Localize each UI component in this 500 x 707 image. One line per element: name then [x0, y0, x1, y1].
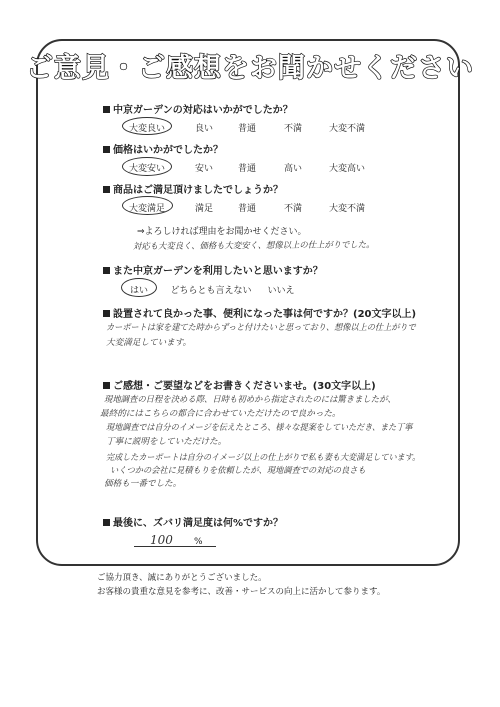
question-4 [103, 262, 323, 277]
square-bullet-icon [103, 267, 110, 274]
q5-answer-line-1[interactable]: カーポートは家を建てた時からずっと付けたいと思っており、想像以上の仕上がりで [106, 323, 416, 333]
q1-option-2[interactable]: 良い [194, 124, 214, 134]
q2-option-2[interactable]: 安い [194, 164, 214, 174]
q4-option-2[interactable]: どちらとも言えない [170, 286, 252, 296]
q3-option-2[interactable]: 満足 [194, 204, 214, 214]
question-6 [103, 377, 376, 392]
satisfaction-value[interactable]: 100 [150, 533, 173, 547]
q4-option-1[interactable]: はい [129, 286, 149, 296]
q3-option-1[interactable]: 大変満足 [128, 204, 166, 214]
question-3-label: 商品はご満足頂けましたでしょうか？ [113, 185, 283, 196]
square-bullet-icon [103, 106, 110, 113]
question-4-label: また中京ガーデンを利用したいと思いますか？ [113, 266, 323, 277]
satisfaction-underline [134, 546, 216, 547]
q2-option-3[interactable]: 普通 [237, 164, 257, 174]
q1-option-5[interactable]: 大変不満 [328, 124, 366, 134]
q3-handwritten-answer[interactable]: 対応も大変良く、価格も大変安く、想像以上の仕上がりでした。 [132, 240, 375, 252]
q3-option-4[interactable]: 不満 [283, 204, 303, 214]
q3-option-5[interactable]: 大変不満 [328, 204, 366, 214]
form-frame [36, 39, 460, 566]
q6-answer-line-3[interactable]: 現地調査では自分のイメージを伝えたところ、様々な提案をしていただき、また丁寧 [106, 423, 413, 433]
q4-option-3[interactable]: いいえ [267, 286, 295, 296]
q3-reason-note: ⇒よろしければ理由をお聞かせください。 [137, 227, 307, 237]
square-bullet-icon [103, 146, 110, 153]
q2-option-5[interactable]: 大変高い [328, 164, 366, 174]
q6-answer-line-4[interactable]: 丁寧に説明をしていただけた。 [106, 437, 227, 447]
question-1-label: 中京ガーデンの対応はいかがでしたか？ [113, 105, 293, 116]
footer-message: お客様の貴重な意見を参考に、改善・サービスの向上に活かして参ります。 [97, 587, 386, 597]
square-bullet-icon [103, 310, 110, 317]
q1-option-3[interactable]: 普通 [237, 124, 257, 134]
q6-answer-line-5[interactable]: 完成したカーポートは自分のイメージ以上の仕上がりで私も妻も大変満足しています。 [106, 453, 421, 463]
question-6-label: ご感想・ご要望などをお書きくださいませ。(30文字以上) [113, 381, 376, 392]
question-5 [103, 305, 416, 320]
q6-answer-line-7[interactable]: 価格も一番でした。 [104, 479, 182, 489]
footer-thanks: ご協力頂き、誠にありがとうございました。 [97, 573, 267, 583]
question-5-label: 設置されて良かった事、便利になった事は何ですか？(20文字以上) [113, 309, 417, 320]
square-bullet-icon [103, 186, 110, 193]
q5-answer-line-2[interactable]: 大変満足しています。 [106, 338, 192, 348]
question-2-label: 価格はいかがでしたか？ [113, 145, 223, 156]
form-title: ご意見・ご感想をお聞かせください [26, 53, 474, 84]
question-7 [103, 514, 283, 529]
q1-option-1[interactable]: 大変良い [128, 124, 166, 134]
square-bullet-icon [103, 382, 110, 389]
question-1 [103, 101, 293, 116]
question-7-label: 最後に、ズバリ満足度は何%ですか？ [113, 518, 284, 529]
q3-option-3[interactable]: 普通 [237, 204, 257, 214]
q6-answer-line-6[interactable]: いくつかの会社に見積もりを依頼したが、現地調査での対応の良さも [110, 466, 366, 476]
q2-option-4[interactable]: 高い [283, 164, 303, 174]
q2-option-1[interactable]: 大変安い [128, 164, 166, 174]
question-2 [103, 141, 223, 156]
q6-answer-line-2[interactable]: 最終的にはこちらの都合に合わせていただけたので良かった。 [100, 409, 341, 419]
q1-option-4[interactable]: 不満 [283, 124, 303, 134]
satisfaction-unit: % [194, 537, 203, 547]
square-bullet-icon [103, 519, 110, 526]
q6-answer-line-1[interactable]: 現地調査の日程を決める際、日時も初めから指定されたのには驚きましたが、 [104, 395, 396, 405]
question-3 [103, 181, 283, 196]
